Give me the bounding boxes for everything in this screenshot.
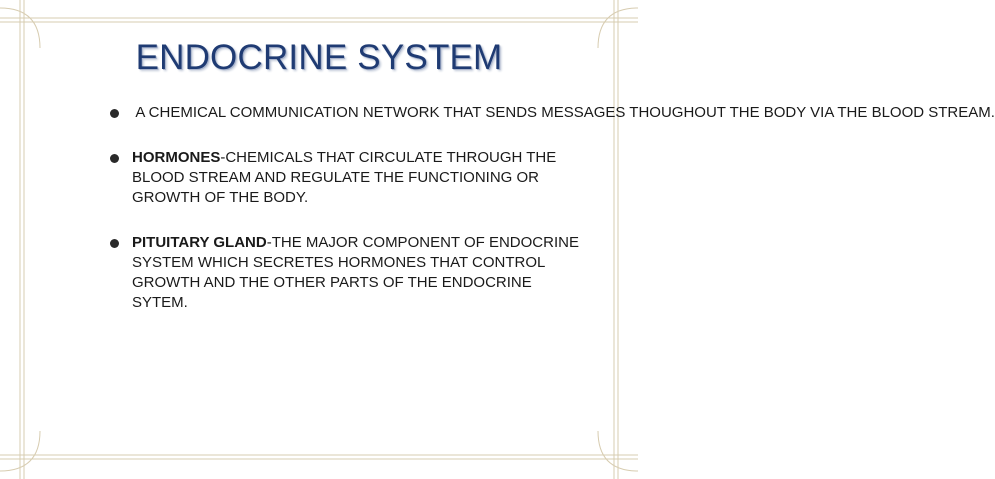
bullet-list (110, 103, 995, 338)
slide-title: ENDOCRINE SYSTEM (135, 38, 503, 77)
bullet-term: HORMONES (132, 149, 221, 166)
bullet-item-3 (110, 233, 590, 313)
bullet-text: -CHEMICALS THAT CIRCULATE THROUGH THE BLOOD STREAM AND REGULATE THE FUNCTIONING OR GROWTH OF THE BODY. (132, 149, 557, 206)
bullet-item-1 (110, 103, 995, 123)
bullet-term: PITUITARY GLAND (132, 234, 267, 251)
bullet-marker-icon (110, 154, 119, 163)
bullet-item-2 (110, 148, 590, 208)
bullet-text: -THE MAJOR COMPONENT OF ENDOCRINE SYSTEM WHICH SECRETES HORMONES THAT CONTROL GROWTH AND THE OTHER PARTS OF THE ENDOCRINE SYTEM. (132, 234, 579, 311)
bullet-marker-icon (110, 109, 119, 118)
bullet-text: A CHEMICAL COMMUNICATION NETWORK THAT SENDS MESSAGES THOUGHOUT THE BODY VIA THE BLOOD STREAM. (132, 104, 995, 121)
bullet-marker-icon (110, 239, 119, 248)
